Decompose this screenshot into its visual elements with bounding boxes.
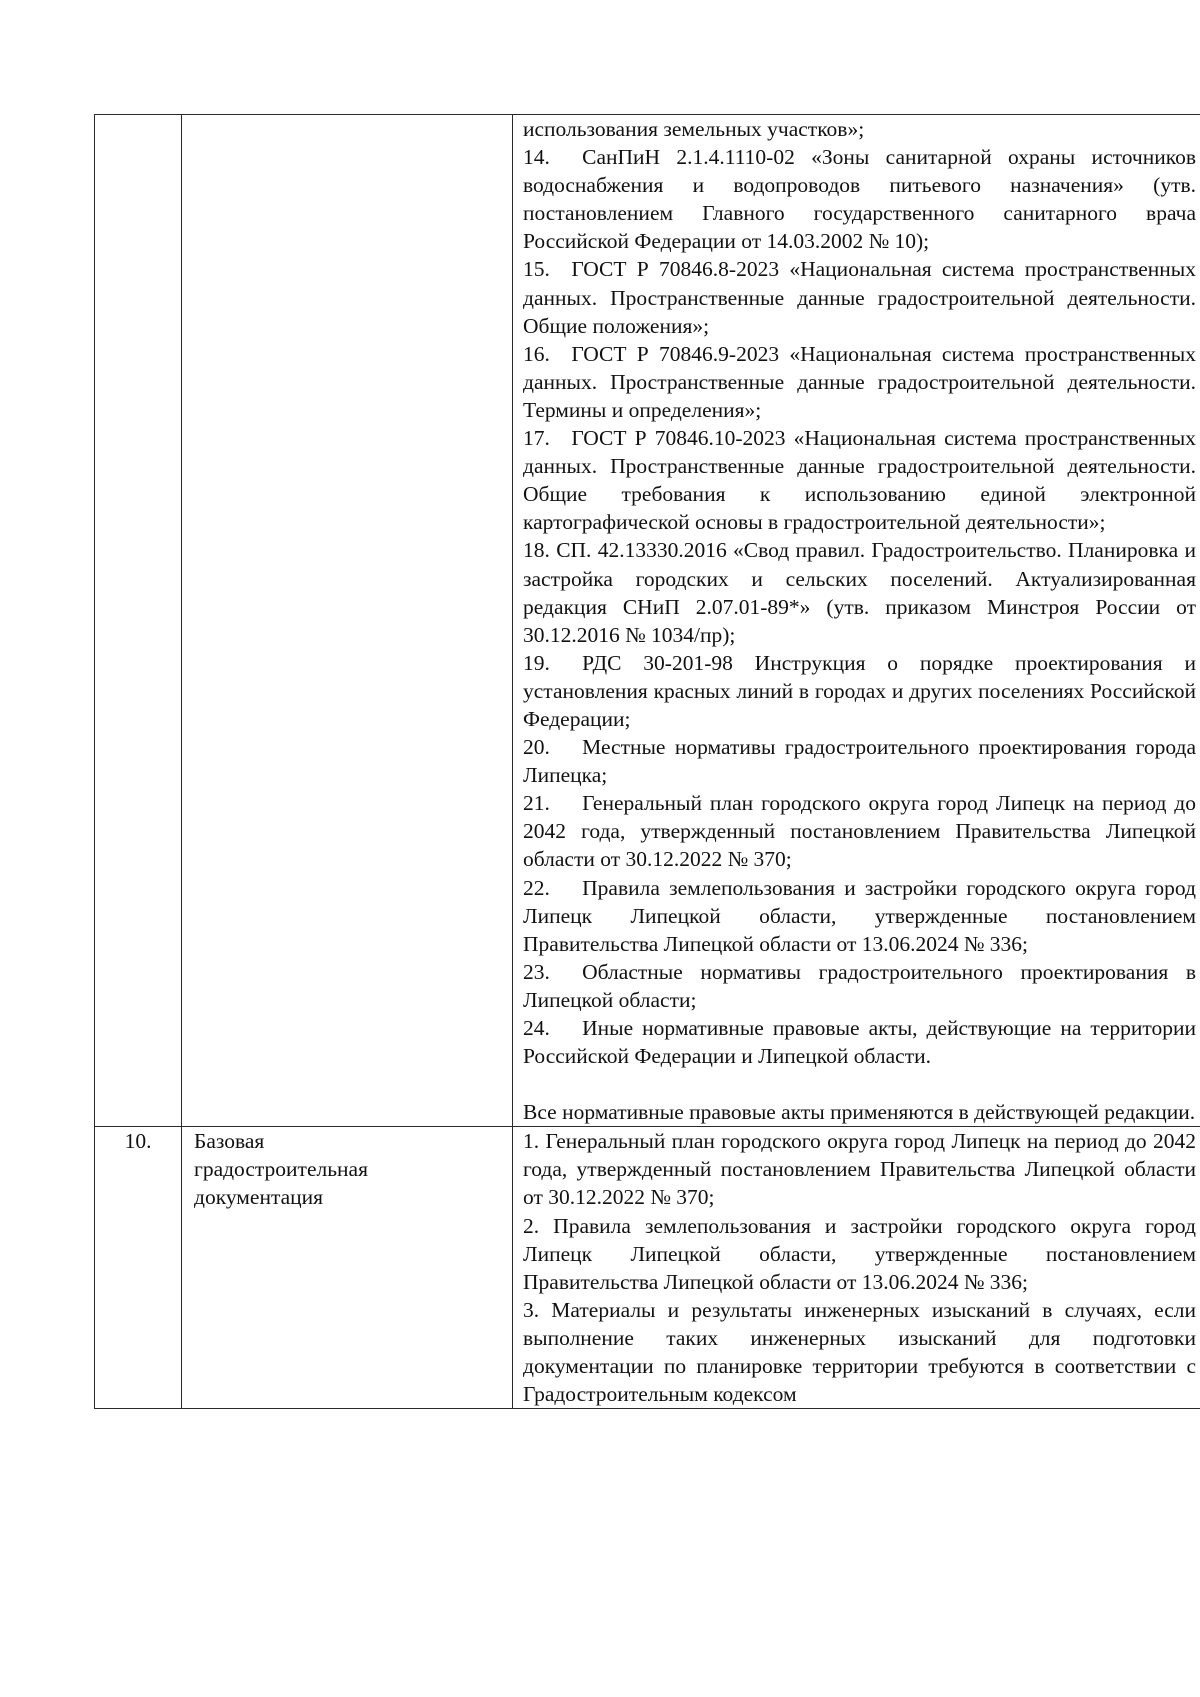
table-row [95, 1127, 1200, 1409]
list-item: 18. СП. 42.13330.2016 «Свод правил. Градостроительство. Планировка и застройка городских и сельских поселений. Актуализированная редакция СНиП 2.07.01-89*» (утв. приказом Минстроя России от 30.12.2016 № 1034/пр); [523, 538, 1196, 647]
row-number-cell [95, 115, 182, 1127]
list-item: использования земельных участков»; [523, 117, 865, 141]
list-item: 17. ГОСТ Р 70846.10-2023 «Национальная система пространственных данных. Пространственные данные градостроительной деятельности. Общие требования к использованию единой электронной картографической основы в градостроительной деятельности»; [523, 426, 1196, 535]
list-item: 20. Местные нормативы градостроительного проектирования города Липецка; [523, 735, 1196, 788]
row-name-line: градостроительная [194, 1157, 368, 1182]
row-name-line: документация [194, 1185, 324, 1210]
requirements-table [94, 114, 1200, 1409]
row-name-line: Базовая [194, 1129, 265, 1154]
list-item: 19. РДС 30-201-98 Инструкция о порядке проектирования и установления красных линий в городах и других поселениях Российской Федерации; [523, 650, 1196, 731]
list-item: 14. СанПиН 2.1.4.1110-02 «Зоны санитарной охраны источников водоснабжения и водопроводов питьевого назначения» (утв. постановлением Главного государственного санитарного врача Российской Федерации от 14.03.2002 № 10); [523, 145, 1196, 254]
list-item: 22. Правила землепользования и застройки городского округа город Липецк Липецкой области, утвержденные постановлением Правительства Липецкой области от 13.06.2024 № 336; [523, 875, 1196, 956]
list-item: 21. Генеральный план городского округа город Липецк на период до 2042 года, утвержденный постановлением Правительства Липецкой области от 30.12.2022 № 370; [523, 791, 1196, 872]
row-content-cell [513, 115, 1200, 1127]
row-content-cell [513, 1127, 1200, 1409]
row-number: 10. [124, 1129, 152, 1154]
row-name-cell [182, 1127, 513, 1409]
table-row [95, 115, 1200, 1127]
list-item: 16. ГОСТ Р 70846.9-2023 «Национальная система пространственных данных. Пространственные данные градостроительной деятельности. Термины и определения»; [523, 341, 1196, 422]
list-item: 23. Областные нормативы градостроительного проектирования в Липецкой области; [523, 959, 1196, 1012]
list-item: 3. Материалы и результаты инженерных изысканий в случаях, если выполнение таких инженерных изысканий для подготовки документации по планировке территории требуются в соответствии с Градостроительным кодексом [523, 1297, 1196, 1407]
list-item: 15. ГОСТ Р 70846.8-2023 «Национальная система пространственных данных. Пространственные данные градостроительной деятельности. Общие положения»; [523, 257, 1196, 338]
row-name-cell [182, 115, 513, 1127]
list-item: 2. Правила землепользования и застройки городского округа город Липецк Липецкой области, утвержденные постановлением Правительства Липецкой области от 13.06.2024 № 336; [523, 1213, 1196, 1294]
blank-line [523, 1070, 1196, 1098]
list-item: 1. Генеральный план городского округа город Липецк на период до 2042 года, утвержденный постановлением Правительства Липецкой области от 30.12.2022 № 370; [523, 1129, 1196, 1210]
list-item: 24. Иные нормативные правовые акты, действующие на территории Российской Федерации и Липецкой области. [523, 1016, 1196, 1069]
row-number-cell [95, 1127, 182, 1409]
footer-note: Все нормативные правовые акты применяются в действующей редакции. [523, 1100, 1196, 1125]
